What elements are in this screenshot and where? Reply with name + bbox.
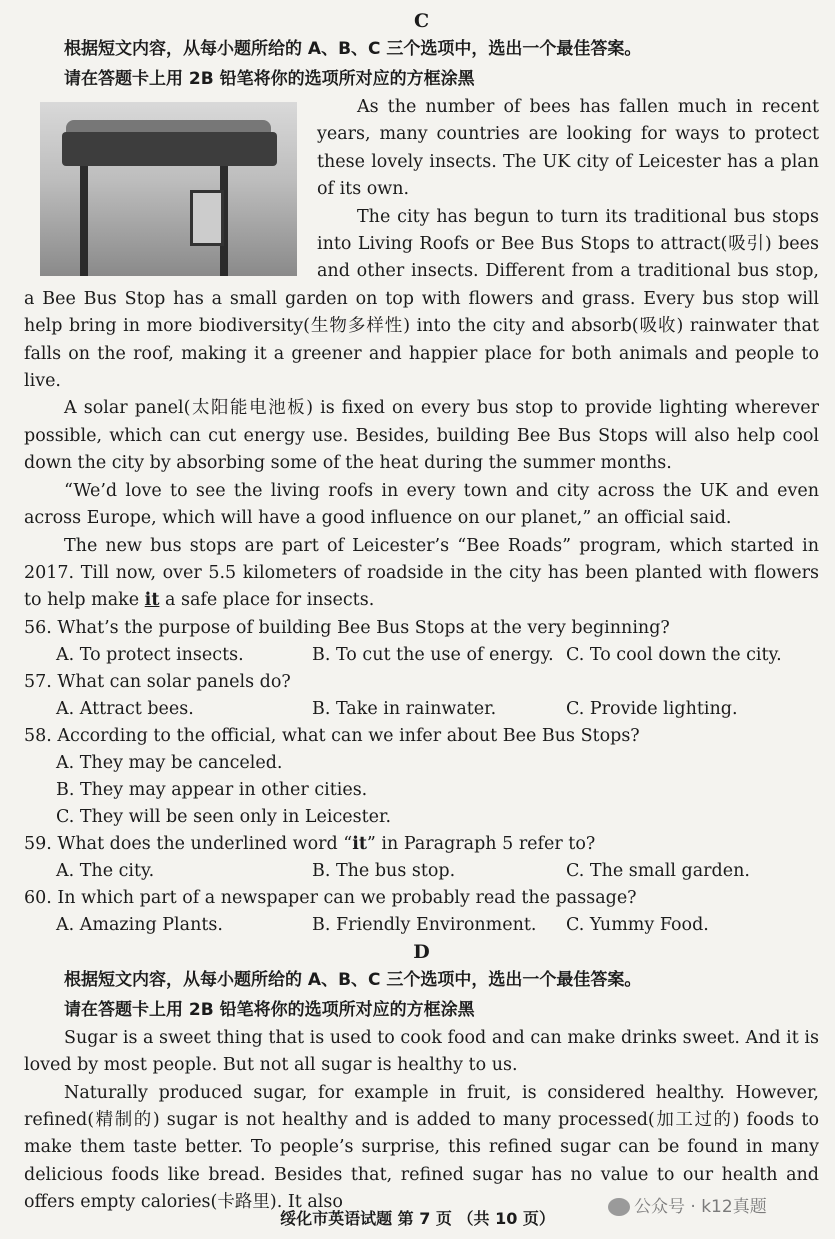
passage-c-paragraph-5 — [24, 533, 819, 615]
passage-c-paragraph-4: “We’d love to see the living roofs in every town and city across the UK and even across Europe, which will have a good influence on our planet,” an official said. — [24, 480, 819, 529]
section-d-instruction-2: 请在答题卡上用 2B 铅笔将你的选项所对应的方框涂黑 — [64, 999, 475, 1020]
bus-stop-roof — [62, 132, 277, 166]
option-a: A. Amazing Plants. — [56, 914, 223, 935]
underlined-word-it: it — [144, 590, 160, 611]
option-a: A. They may be canceled. — [56, 752, 283, 773]
question-59-options — [24, 858, 819, 885]
option-c: C. Yummy Food. — [566, 914, 709, 935]
option-c: C. To cool down the city. — [566, 644, 782, 665]
option-c: C. The small garden. — [566, 860, 750, 881]
option-b: B. They may appear in other cities. — [56, 779, 368, 800]
passage-c-paragraph-2: The city has begun to turn its traditional bus stops into Living Roofs or Bee Bus Stops to attract(吸引) bees and other insects. Different from a traditional bus stop, a Bee Bus Stop has a small garden on top with flowers and grass. Every bus stop will help bring in more biodiversity(生物多样性) into the city and absorb(吸收) rainwater that falls on the roof, making it a greener and happier place for both animals and people to live. — [24, 206, 819, 392]
section-c-label: C — [413, 10, 430, 32]
bee-bus-stop-photo — [40, 102, 297, 276]
option-b: B. To cut the use of energy. — [312, 644, 554, 665]
question-60-options — [24, 912, 819, 939]
option-b: B. Friendly Environment. — [312, 914, 537, 935]
question-59-text-before: 59. What does the underlined word “ — [24, 833, 353, 854]
exam-page — [24, 8, 819, 1217]
question-59-word: it — [352, 833, 367, 854]
wechat-icon — [608, 1198, 630, 1216]
question-59 — [24, 831, 819, 858]
question-58: 58. According to the official, what can we infer about Bee Bus Stops? — [24, 725, 640, 746]
watermark — [608, 1192, 767, 1217]
bus-stop-post — [80, 166, 88, 276]
option-b: B. The bus stop. — [312, 860, 456, 881]
question-60: 60. In which part of a newspaper can we probably read the passage? — [24, 887, 637, 908]
paragraph-5-text-before: The new bus stops are part of Leicester’s “Bee Roads” program, which started in 2017. Till now, over 5.5 kilometers of roadside in the city has been planted with flowers to help make — [24, 535, 819, 611]
watermark-text: 公众号 · k12真题 — [634, 1197, 767, 1217]
question-56-options — [24, 642, 819, 669]
question-56: 56. What’s the purpose of building Bee Bus Stops at the very beginning? — [24, 617, 670, 638]
option-c: C. They will be seen only in Leicester. — [56, 806, 392, 827]
section-c-instruction-2: 请在答题卡上用 2B 铅笔将你的选项所对应的方框涂黑 — [64, 69, 475, 89]
paragraph-5-text-after: a safe place for insects. — [159, 590, 375, 611]
bus-stop-panel — [190, 190, 224, 246]
question-59-text-after: ” in Paragraph 5 refer to? — [366, 833, 596, 854]
passage-d-paragraph-1: Sugar is a sweet thing that is used to cook food and can make drinks sweet. And it is loved by most people. But not all sugar is healthy to us. — [24, 1027, 819, 1076]
question-57: 57. What can solar panels do? — [24, 671, 291, 692]
section-c-instruction-1: 根据短文内容，从每小题所给的 A、B、C 三个选项中，选出一个最佳答案。 — [64, 39, 642, 59]
option-c: C. Provide lighting. — [566, 698, 738, 719]
section-d-instruction-1: 根据短文内容，从每小题所给的 A、B、C 三个选项中，选出一个最佳答案。 — [64, 969, 642, 990]
page-footer: 绥化市英语试题 第 7 页 （共 10 页） — [280, 1209, 555, 1228]
option-a: A. The city. — [56, 860, 155, 881]
option-b: B. Take in rainwater. — [312, 698, 497, 719]
option-a: A. To protect insects. — [56, 644, 244, 665]
passage-c-paragraph-3: A solar panel(太阳能电池板) is fixed on every bus stop to provide lighting wherever possible, which can cut energy use. Besides, building Bee Bus Stops will also help cool down the city by absorbing some of the heat during the summer months. — [24, 398, 819, 474]
question-57-options — [24, 696, 819, 723]
option-a: A. Attract bees. — [56, 698, 194, 719]
passage-c-paragraph-1: As the number of bees has fallen much in recent years, many countries are looking for ways to protect these lovely insects. The UK city of Leicester has a plan of its own. — [317, 97, 819, 200]
passage-d-paragraph-2: Naturally produced sugar, for example in fruit, is considered healthy. However, refined(精制的) sugar is not healthy and is added to many processed(加工过的) foods to make them taste better. To people’s surprise, this refined sugar can be found in many delicious foods like bread. Besides that, refined sugar has no value to our health and offers empty calories(卡路里). It also — [24, 1082, 819, 1213]
section-d-label: D — [413, 940, 430, 963]
